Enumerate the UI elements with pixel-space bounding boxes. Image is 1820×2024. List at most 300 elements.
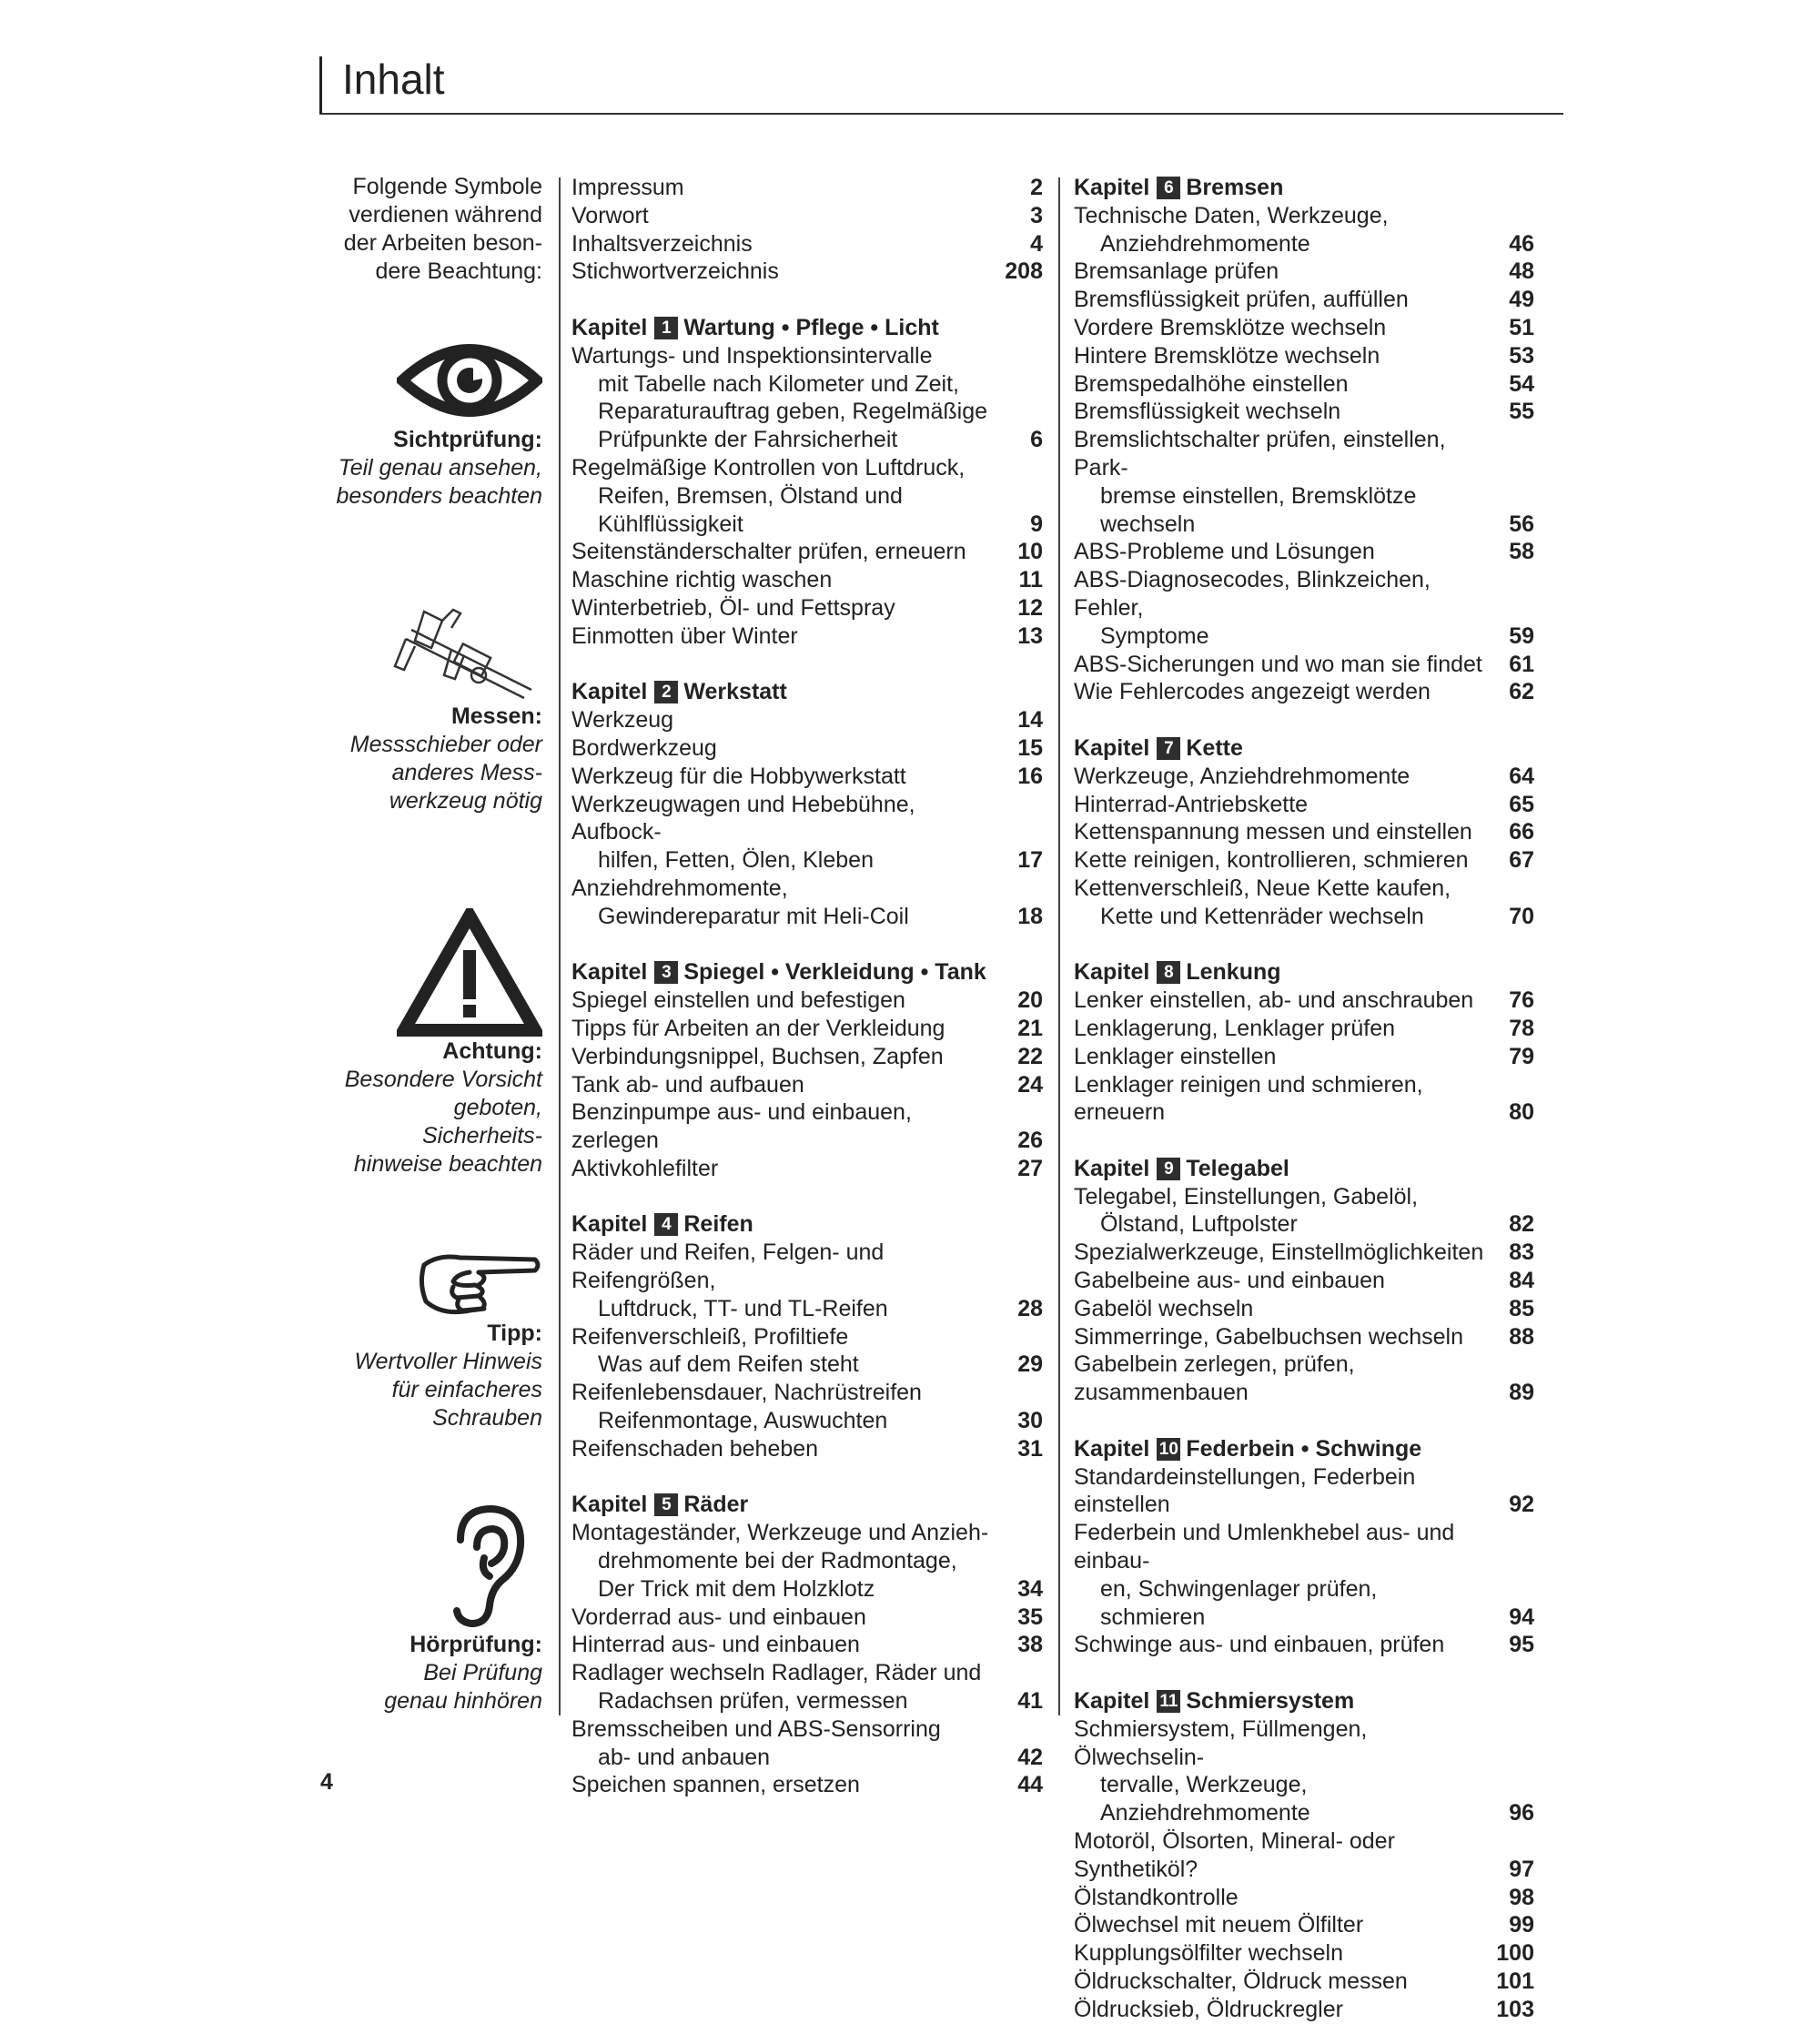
chapter-heading xyxy=(1074,174,1534,202)
eye-icon xyxy=(397,335,542,426)
toc-entry-text xyxy=(1074,1884,1487,1912)
toc-page-number: 3 xyxy=(1030,202,1043,228)
toc-entry-line: ab- und anbauen xyxy=(598,1744,771,1770)
toc-entry[interactable] xyxy=(1074,1911,1534,1939)
toc-entry-text xyxy=(571,202,996,230)
toc-entry-line: Benzinpumpe aus- und einbauen, zerlegen xyxy=(571,1099,912,1154)
toc-entry-text xyxy=(571,1604,996,1632)
chapter-word: Kapitel xyxy=(571,1492,648,1518)
toc-entry-line: Reifenverschleiß, Profiltiefe xyxy=(571,1323,849,1350)
symbol-desc xyxy=(328,1066,542,1179)
toc-page-number: 58 xyxy=(1509,539,1534,565)
chapter-title: Schmiersystem xyxy=(1186,1688,1355,1715)
toc-page-number: 29 xyxy=(1017,1351,1043,1378)
toc-page-number: 66 xyxy=(1509,819,1534,845)
toc-entry-line: Telegabel, Einstellungen, Gabelöl, xyxy=(1074,1183,1419,1209)
symbol-desc-line: geboten, Sicherheits- xyxy=(422,1095,542,1149)
chapter-heading xyxy=(1074,734,1534,763)
toc-entry-text xyxy=(571,1155,996,1183)
toc-entry[interactable] xyxy=(1074,426,1534,538)
toc-entry-text xyxy=(1074,286,1487,314)
toc-entry[interactable] xyxy=(571,1071,1043,1099)
toc-page-number: 15 xyxy=(1017,734,1043,761)
toc-page-number: 42 xyxy=(1017,1744,1043,1770)
toc-entry[interactable] xyxy=(1074,342,1534,370)
legend-intro-line: der Arbeiten beson- xyxy=(343,230,542,256)
toc-entry[interactable] xyxy=(571,706,1043,734)
toc-page-number: 34 xyxy=(1017,1575,1043,1602)
toc-entry[interactable] xyxy=(1074,763,1534,791)
toc-entry-line: tervalle, Werkzeuge, Anziehdrehmomente xyxy=(1100,1772,1310,1827)
toc-entry[interactable] xyxy=(571,230,1043,258)
chapter-word: Kapitel xyxy=(571,314,648,340)
toc-page-number: 12 xyxy=(1017,594,1043,621)
toc-entry-text xyxy=(1074,538,1487,566)
toc-page-number: 22 xyxy=(1017,1043,1043,1069)
toc-page-number: 26 xyxy=(1017,1128,1043,1154)
toc-page-number: 95 xyxy=(1509,1632,1534,1658)
toc-entry-line: bremse einstellen, Bremsklötze wechseln xyxy=(1100,482,1417,537)
toc-entry-text xyxy=(1074,987,1487,1015)
toc-entry[interactable] xyxy=(1074,1015,1534,1043)
chapter-title: Telegabel xyxy=(1186,1155,1289,1181)
toc-entry[interactable] xyxy=(1074,1239,1534,1267)
toc-entry[interactable] xyxy=(571,1771,1043,1799)
toc-entry-line: Aktivkohlefilter xyxy=(571,1155,719,1181)
chapter-word: Kapitel xyxy=(1074,1688,1150,1715)
toc-entry[interactable] xyxy=(571,566,1043,594)
pointing-hand-icon xyxy=(406,1247,542,1320)
toc-entry-text xyxy=(1074,1267,1487,1295)
chapter-title: Reifen xyxy=(683,1211,753,1238)
toc-entry-line: Wie Fehlercodes angezeigt werden xyxy=(1074,679,1431,705)
title-bar xyxy=(319,56,1563,115)
toc-page-number: 79 xyxy=(1509,1043,1534,1069)
toc-entry[interactable] xyxy=(1074,1519,1534,1631)
toc-entry[interactable] xyxy=(1074,258,1534,286)
toc-entry[interactable] xyxy=(1074,1631,1534,1659)
toc-entry[interactable] xyxy=(1074,286,1534,314)
toc-entry-line: Vorderrad aus- und einbauen xyxy=(571,1604,866,1630)
toc-entry-text xyxy=(1074,342,1487,370)
toc-entry-line: Maschine richtig waschen xyxy=(571,567,833,593)
toc-entry-line: Lenker einstellen, ab- und anschrauben xyxy=(1074,987,1474,1014)
toc-entry-line: Bremsflüssigkeit wechseln xyxy=(1074,399,1341,425)
toc-entry-text xyxy=(1074,1351,1487,1407)
toc-page-number: 55 xyxy=(1509,399,1534,425)
symbol-desc-line: genau hinhören xyxy=(384,1688,542,1714)
toc-entry-line: Wartungs- und Inspektionsintervalle xyxy=(571,342,933,369)
toc-entry[interactable] xyxy=(1074,818,1534,846)
toc-entry[interactable] xyxy=(1074,314,1534,342)
toc-entry[interactable] xyxy=(1074,1463,1534,1520)
toc-entry-text xyxy=(571,875,996,931)
toc-entry[interactable] xyxy=(571,1239,1043,1322)
toc-entry-text xyxy=(1074,1071,1487,1128)
toc-entry-line: Einmotten über Winter xyxy=(571,622,798,649)
toc-page-number: 48 xyxy=(1509,258,1534,285)
toc-entry-line: Anziehdrehmomente, xyxy=(571,875,788,901)
chapter-word: Kapitel xyxy=(571,1211,648,1238)
toc-entry-text xyxy=(571,454,996,538)
page-number: 4 xyxy=(320,1769,333,1795)
chapter-word: Kapitel xyxy=(1074,1435,1150,1462)
toc-page-number: 98 xyxy=(1509,1884,1534,1910)
toc-page-number: 64 xyxy=(1509,763,1534,789)
toc-entry-line: Reifenlebensdauer, Nachrüstreifen xyxy=(571,1380,922,1406)
toc-entry[interactable] xyxy=(571,875,1043,931)
symbol-legend xyxy=(328,173,542,1714)
toc-entry-line: Anziehdrehmomente xyxy=(1100,230,1310,257)
column-divider xyxy=(1058,177,1060,1715)
toc-entry[interactable] xyxy=(571,622,1043,651)
toc-entry-line: Hinterrad-Antriebskette xyxy=(1074,791,1309,817)
toc-entry[interactable] xyxy=(1074,791,1534,819)
toc-entry-line: Werkzeug für die Hobbywerkstatt xyxy=(571,763,906,789)
toc-column-left xyxy=(571,174,1043,1799)
toc-entry-text xyxy=(1074,1323,1487,1351)
toc-page-number: 53 xyxy=(1509,342,1534,369)
toc-entry-line: Ölstand, Luftpolster xyxy=(1100,1211,1298,1238)
toc-page-number: 78 xyxy=(1509,1015,1534,1041)
toc-page-number: 10 xyxy=(1017,539,1043,565)
symbol-tipp xyxy=(328,1247,542,1432)
chapter-number: 3 xyxy=(654,961,678,984)
toc-page-number: 83 xyxy=(1509,1240,1534,1266)
toc-page-number: 20 xyxy=(1017,987,1043,1014)
toc-entry-text xyxy=(1074,678,1487,706)
toc-entry-line: Luftdruck, TT- und TL-Reifen xyxy=(598,1295,888,1321)
toc-page-number: 14 xyxy=(1017,707,1043,734)
toc-page-number: 76 xyxy=(1509,987,1534,1014)
chapter-title: Räder xyxy=(683,1492,749,1518)
toc-entry-line: Kettenverschleiß, Neue Kette kaufen, xyxy=(1074,875,1451,901)
toc-entry-line: Bremsscheiben und ABS-Sensorring xyxy=(571,1715,941,1742)
toc-entry[interactable] xyxy=(1074,1043,1534,1071)
toc-entry-text xyxy=(571,174,996,202)
toc-entry-text xyxy=(1074,1519,1487,1631)
toc-entry[interactable] xyxy=(571,454,1043,538)
chapter-word: Kapitel xyxy=(571,959,648,986)
toc-entry-text xyxy=(571,1771,996,1799)
toc-entry-line: Bordwerkzeug xyxy=(571,734,717,761)
chapter-heading xyxy=(571,678,1043,706)
symbol-sichtpruefung xyxy=(328,335,542,511)
toc-entry[interactable] xyxy=(571,1155,1043,1183)
toc-page-number: 24 xyxy=(1017,1071,1043,1098)
toc-entry[interactable] xyxy=(571,763,1043,791)
toc-entry-text xyxy=(571,1435,996,1463)
toc-entry[interactable] xyxy=(1074,1939,1534,1968)
chapter-heading xyxy=(1074,958,1534,987)
toc-entry[interactable] xyxy=(571,1519,1043,1603)
toc-entry-line: Bremslichtschalter prüfen, einstellen, Park- xyxy=(1074,427,1446,481)
toc-page-number: 80 xyxy=(1509,1099,1534,1126)
symbol-label: Sichtprüfung: xyxy=(393,427,542,452)
toc-entry-text xyxy=(1074,1295,1487,1323)
toc-entry[interactable] xyxy=(1074,1827,1534,1884)
toc-entry-line: Werkzeuge, Anziehdrehmomente xyxy=(1074,763,1410,789)
chapter-title: Spiegel • Verkleidung • Tank xyxy=(683,959,986,986)
toc-entry[interactable] xyxy=(571,342,1043,454)
symbol-desc xyxy=(328,1659,542,1715)
toc-entry-text xyxy=(1074,1631,1487,1659)
toc-entry-text xyxy=(571,1519,996,1603)
toc-page-number: 89 xyxy=(1509,1380,1534,1406)
toc-entry-text xyxy=(571,1239,996,1322)
toc-entry-text xyxy=(1074,1939,1487,1968)
toc-page-number: 96 xyxy=(1509,1800,1534,1827)
toc-entry[interactable] xyxy=(571,987,1043,1015)
toc-page-number: 82 xyxy=(1509,1211,1534,1238)
toc-entry[interactable] xyxy=(1074,1183,1534,1240)
toc-page-number: 13 xyxy=(1017,622,1043,649)
toc-entry-text xyxy=(1074,566,1487,650)
chapter-heading xyxy=(1074,1435,1534,1463)
ear-icon xyxy=(424,1503,542,1631)
toc-entry-line: Bremsanlage prüfen xyxy=(1074,258,1279,285)
toc-entry-line: Symptome xyxy=(1100,622,1209,649)
toc-entry-line: Inhaltsverzeichnis xyxy=(571,230,753,257)
toc-entry[interactable] xyxy=(571,1631,1043,1659)
toc-page-number: 65 xyxy=(1509,791,1534,817)
toc-entry[interactable] xyxy=(1074,678,1534,706)
toc-entry-line: Lenklager reinigen und schmieren, erneuern xyxy=(1074,1071,1423,1126)
toc-entry-text xyxy=(1074,818,1487,846)
toc-entry-line: en, Schwingenlager prüfen, schmieren xyxy=(1100,1575,1378,1630)
toc-entry[interactable] xyxy=(571,1659,1043,1715)
chapter-heading xyxy=(571,1210,1043,1239)
chapter-number: 10 xyxy=(1157,1438,1180,1461)
symbol-desc-line: Schrauben xyxy=(432,1405,542,1431)
toc-entry-line: mit Tabelle nach Kilometer und Zeit, xyxy=(598,370,959,397)
toc-page-number: 56 xyxy=(1509,511,1534,537)
toc-entry-line: Reparaturauftrag geben, Regelmäßige xyxy=(598,399,988,425)
toc-entry-text xyxy=(571,791,996,875)
toc-entry-line: Gabelbein zerlegen, prüfen, zusammenbauen xyxy=(1074,1351,1355,1406)
toc-entry[interactable] xyxy=(571,594,1043,622)
toc-entry-line: Reifen, Bremsen, Ölstand und xyxy=(598,482,903,509)
toc-entry[interactable] xyxy=(571,1435,1043,1463)
toc-entry-line: Ölstandkontrolle xyxy=(1074,1884,1239,1910)
toc-column-right xyxy=(1074,174,1534,2024)
toc-entry-line: Motoröl, Ölsorten, Mineral- oder Synthetiköl? xyxy=(1074,1828,1395,1882)
toc-entry-line: ABS-Sicherungen und wo man sie findet xyxy=(1074,651,1482,677)
symbol-desc-line: Besondere Vorsicht xyxy=(344,1067,542,1092)
toc-entry-text xyxy=(1074,875,1487,931)
toc-entry[interactable] xyxy=(1074,1267,1534,1295)
toc-entry[interactable] xyxy=(571,1604,1043,1632)
toc-page-number: 67 xyxy=(1509,847,1534,874)
toc-entry-line: Montageständer, Werkzeuge und Anzieh- xyxy=(571,1520,989,1546)
toc-entry[interactable] xyxy=(571,202,1043,230)
toc-entry-text xyxy=(571,594,996,622)
toc-page-number: 92 xyxy=(1509,1492,1534,1518)
chapter-title: Federbein • Schwinge xyxy=(1186,1435,1422,1462)
legend-intro xyxy=(328,173,542,286)
chapter-number: 11 xyxy=(1157,1690,1180,1713)
toc-entry-line: Speichen spannen, ersetzen xyxy=(571,1772,860,1798)
toc-entry-text xyxy=(571,1043,996,1071)
toc-entry[interactable] xyxy=(571,538,1043,566)
toc-entry-text xyxy=(1074,1183,1487,1240)
page-title: Inhalt xyxy=(342,56,445,103)
chapter-number: 5 xyxy=(654,1493,678,1516)
legend-intro-line: verdienen während xyxy=(349,202,542,228)
toc-entry-line: Simmerringe, Gabelbuchsen wechseln xyxy=(1074,1323,1463,1350)
toc-entry-line: Kühlflüssigkeit xyxy=(598,511,743,537)
toc-page-number: 41 xyxy=(1017,1688,1043,1715)
toc-entry[interactable] xyxy=(1074,1295,1534,1323)
symbol-desc-line: hinweise beachten xyxy=(353,1151,542,1177)
toc-page-number: 27 xyxy=(1017,1155,1043,1181)
toc-page-number: 9 xyxy=(1030,511,1043,537)
toc-entry[interactable] xyxy=(571,1715,1043,1772)
symbol-desc xyxy=(328,1348,542,1432)
toc-entry-line: Prüfpunkte der Fahrsicherheit xyxy=(598,427,898,453)
toc-entry[interactable] xyxy=(1074,1884,1534,1912)
toc-entry[interactable] xyxy=(571,1379,1043,1435)
toc-entry-line: Lenklager einstellen xyxy=(1074,1043,1277,1069)
toc-entry-line: Hinterrad aus- und einbauen xyxy=(571,1632,860,1658)
toc-entry-text xyxy=(1074,1968,1487,1996)
toc-entry-line: Kette reinigen, kontrollieren, schmieren xyxy=(1074,847,1469,874)
toc-entry-line: Bremspedalhöhe einstellen xyxy=(1074,370,1349,397)
toc-entry-line: Schmiersystem, Füllmengen, Ölwechselin- xyxy=(1074,1715,1368,1770)
chapter-title: Bremsen xyxy=(1186,175,1284,200)
toc-page-number: 4 xyxy=(1030,230,1043,257)
toc-entry[interactable] xyxy=(1074,875,1534,931)
toc-entry[interactable] xyxy=(1074,846,1534,875)
toc-entry-text xyxy=(571,1379,996,1435)
chapter-heading xyxy=(1074,1155,1534,1183)
toc-entry[interactable] xyxy=(571,1015,1043,1043)
toc-entry[interactable] xyxy=(1074,651,1534,679)
toc-page-number: 99 xyxy=(1509,1912,1534,1938)
toc-page-number: 11 xyxy=(1018,567,1043,593)
toc-entry-text xyxy=(1074,202,1487,258)
toc-page-number: 30 xyxy=(1017,1408,1043,1434)
toc-entry-line: Tipps für Arbeiten an der Verkleidung xyxy=(571,1015,945,1041)
toc-entry-text xyxy=(571,258,996,286)
toc-entry[interactable] xyxy=(1074,987,1534,1015)
symbol-desc-line: anderes Mess- xyxy=(391,760,542,785)
toc-page-number: 62 xyxy=(1509,679,1534,705)
symbol-desc-line: Messschieber oder xyxy=(349,732,542,757)
toc-entry-text xyxy=(1074,426,1487,538)
toc-entry-line: ABS-Probleme und Lösungen xyxy=(1074,539,1375,565)
toc-page-number: 44 xyxy=(1017,1772,1043,1798)
toc-entry[interactable] xyxy=(1074,1968,1534,1996)
toc-entry[interactable] xyxy=(571,1323,1043,1380)
symbol-label: Tipp: xyxy=(487,1321,542,1346)
chapter-word: Kapitel xyxy=(1074,1155,1150,1181)
symbol-desc xyxy=(328,731,542,815)
chapter-heading xyxy=(571,1491,1043,1519)
toc-entry[interactable] xyxy=(571,734,1043,763)
toc-entry-text xyxy=(571,1071,996,1099)
warning-icon xyxy=(397,908,542,1037)
toc-entry[interactable] xyxy=(571,258,1043,286)
toc-entry[interactable] xyxy=(571,174,1043,202)
toc-page-number: 2 xyxy=(1030,175,1043,200)
toc-entry-line: Öldrucksieb, Öldruckregler xyxy=(1074,1996,1343,2022)
chapter-heading xyxy=(571,314,1043,342)
toc-entry[interactable] xyxy=(1074,398,1534,426)
toc-entry-text xyxy=(571,1631,996,1659)
toc-entry-text xyxy=(1074,791,1487,819)
symbol-label: Achtung: xyxy=(442,1038,542,1064)
toc-entry-line: Gewindereparatur mit Heli-Coil xyxy=(598,903,909,929)
toc-entry-text xyxy=(571,230,996,258)
toc-entry-line: Reifenschaden beheben xyxy=(571,1435,819,1462)
toc-page-number: 31 xyxy=(1017,1435,1043,1462)
toc-page-number: 85 xyxy=(1509,1295,1534,1321)
toc-page-number: 21 xyxy=(1017,1015,1043,1041)
toc-entry-line: Spiegel einstellen und befestigen xyxy=(571,987,905,1014)
toc-entry[interactable] xyxy=(571,1098,1043,1155)
toc-entry[interactable] xyxy=(1074,370,1534,399)
toc-entry[interactable] xyxy=(1074,566,1534,650)
symbol-desc-line: Wertvoller Hinweis xyxy=(354,1349,542,1374)
toc-entry-text xyxy=(571,622,996,651)
toc-entry-text xyxy=(571,566,996,594)
toc-page-number: 97 xyxy=(1509,1856,1534,1882)
symbol-desc-line: für einfacheres xyxy=(391,1377,542,1402)
toc-page-number: 70 xyxy=(1509,903,1534,929)
toc-entry[interactable] xyxy=(1074,1996,1534,2024)
toc-entry[interactable] xyxy=(571,791,1043,875)
toc-entry-line: Werkzeug xyxy=(571,707,674,734)
symbol-desc-line: werkzeug nötig xyxy=(389,788,542,814)
chapter-number: 2 xyxy=(654,681,678,703)
toc-entry[interactable] xyxy=(1074,538,1534,566)
toc-page-number: 84 xyxy=(1509,1268,1534,1294)
toc-entry-line: Vordere Bremsklötze wechseln xyxy=(1074,314,1387,340)
toc-entry-text xyxy=(1074,651,1487,679)
toc-page-number: 101 xyxy=(1496,1968,1534,1994)
toc-entry-text xyxy=(571,538,996,566)
toc-entry-line: Reifenmontage, Auswuchten xyxy=(598,1408,888,1434)
toc-page-number: 59 xyxy=(1509,622,1534,649)
toc-entry-line: Stichwortverzeichnis xyxy=(571,258,779,285)
toc-entry[interactable] xyxy=(1074,1071,1534,1128)
toc-entry-text xyxy=(571,1323,996,1380)
chapter-word: Kapitel xyxy=(1074,734,1150,761)
toc-entry[interactable] xyxy=(1074,1323,1534,1351)
toc-entry-text xyxy=(1074,1715,1487,1827)
symbol-label: Hörprüfung: xyxy=(410,1632,542,1657)
toc-entry[interactable] xyxy=(571,1043,1043,1071)
toc-entry-line: Werkzeugwagen und Hebebühne, Aufbock- xyxy=(571,791,915,845)
toc-entry[interactable] xyxy=(1074,202,1534,258)
legend-intro-line: dere Beachtung: xyxy=(375,258,542,284)
toc-entry-line: Gabelöl wechseln xyxy=(1074,1295,1254,1321)
toc-entry-line: Was auf dem Reifen steht xyxy=(598,1351,859,1378)
symbol-desc-line: Teil genau ansehen, xyxy=(338,455,542,481)
toc-entry-line: Radachsen prüfen, vermessen xyxy=(598,1688,908,1715)
symbol-achtung xyxy=(328,908,542,1179)
chapter-word: Kapitel xyxy=(1074,175,1150,200)
chapter-number: 7 xyxy=(1157,737,1180,760)
toc-entry-line: Gabelbeine aus- und einbauen xyxy=(1074,1268,1385,1294)
toc-entry-line: Seitenständerschalter prüfen, erneuern xyxy=(571,539,966,565)
toc-entry[interactable] xyxy=(1074,1715,1534,1827)
toc-entry-line: Winterbetrieb, Öl- und Fettspray xyxy=(571,594,895,621)
toc-entry-line: Regelmäßige Kontrollen von Luftdruck, xyxy=(571,454,966,481)
toc-entry[interactable] xyxy=(1074,1351,1534,1407)
toc-entry-text xyxy=(1074,258,1487,286)
